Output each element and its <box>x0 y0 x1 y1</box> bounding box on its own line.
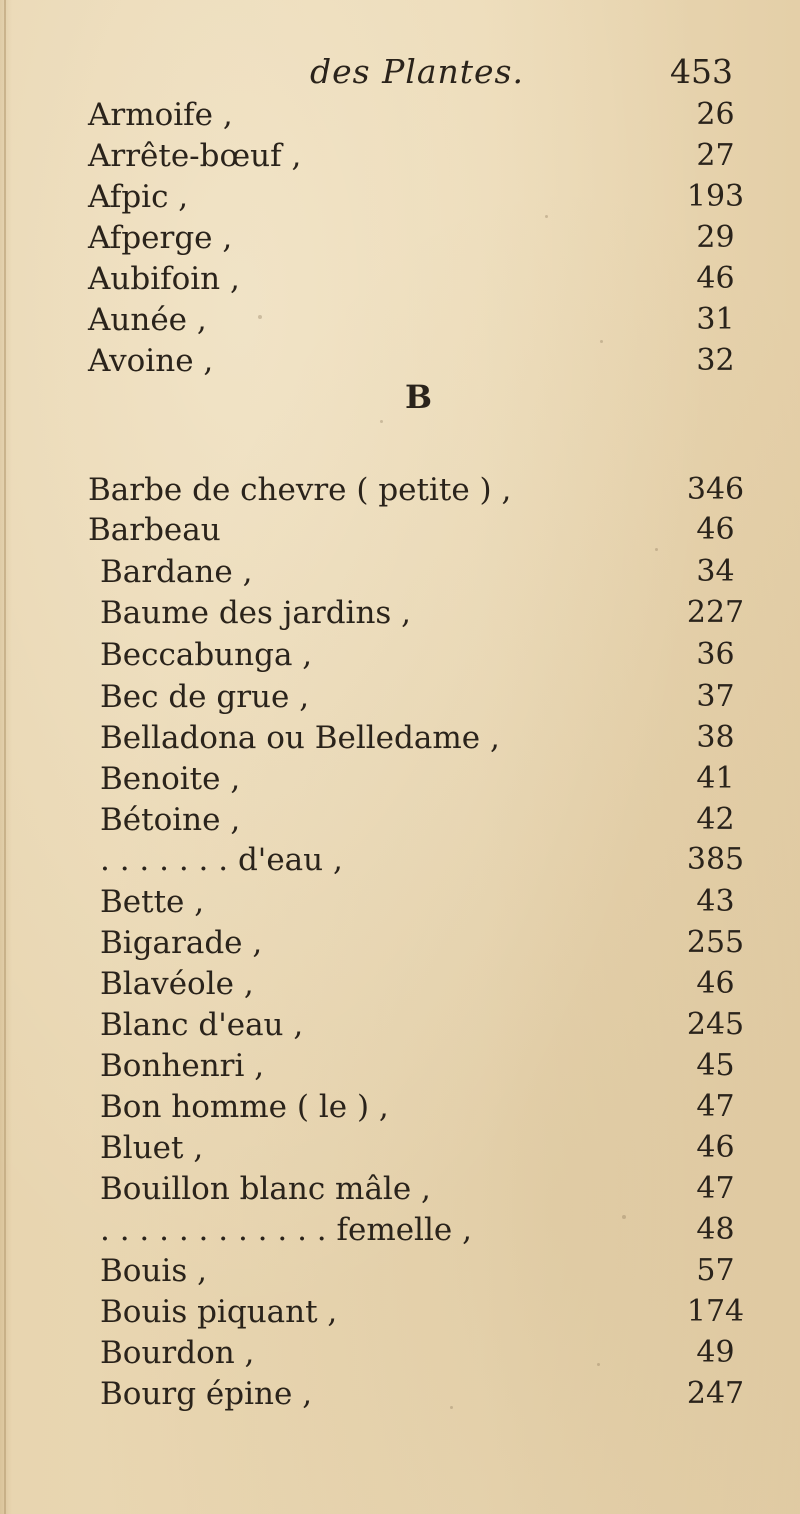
entry-page-ref: 31 <box>696 302 735 337</box>
entry-term: Bardane , <box>100 554 253 590</box>
entry-page-ref: 245 <box>686 1007 745 1042</box>
entry-term: Bourg épine , <box>100 1376 313 1412</box>
index-entry <box>0 470 800 510</box>
entry-page-ref: 34 <box>696 554 735 589</box>
index-entry <box>0 510 800 550</box>
index-entry <box>0 95 800 135</box>
entry-page-ref: 29 <box>696 220 735 255</box>
entry-term: Bigarade , <box>100 925 263 961</box>
entry-term: Baume des jardins , <box>100 595 412 631</box>
entry-term: Benoite , <box>100 761 241 797</box>
entry-page-ref: 46 <box>696 512 735 547</box>
index-entry <box>0 552 800 592</box>
entry-page-ref: 26 <box>696 97 735 132</box>
paper-speck <box>258 315 262 319</box>
index-entry <box>0 1251 800 1291</box>
entry-page-ref: 47 <box>696 1171 735 1206</box>
index-entry <box>0 635 800 675</box>
index-entry <box>0 718 800 758</box>
entry-term: Belladona ou Belledame , <box>100 720 500 756</box>
entry-page-ref: 46 <box>696 261 735 296</box>
index-entry <box>0 1292 800 1332</box>
index-entry <box>0 882 800 922</box>
index-entry <box>0 964 800 1004</box>
entry-term: Bétoine , <box>100 802 241 838</box>
index-entry <box>0 1333 800 1373</box>
paper-speck <box>545 215 548 218</box>
entry-term: Afperge , <box>88 220 233 256</box>
entry-page-ref: 174 <box>686 1294 745 1329</box>
entry-page-ref: 46 <box>696 966 735 1001</box>
entry-term: Barbeau <box>88 512 221 548</box>
entry-term: Bouis , <box>100 1253 207 1289</box>
entry-term: Bette , <box>100 884 205 920</box>
index-entry <box>0 136 800 176</box>
entry-page-ref: 47 <box>696 1089 735 1124</box>
entry-term: Blanc d'eau , <box>100 1007 304 1043</box>
section-letter-heading: B <box>405 378 433 416</box>
index-entry <box>0 677 800 717</box>
entry-term: Bouillon blanc mâle , <box>100 1171 431 1207</box>
entry-term: Bon homme ( le ) , <box>100 1089 389 1125</box>
index-entry <box>0 177 800 217</box>
index-entry <box>0 1210 800 1250</box>
entry-term: Armoife , <box>88 97 233 133</box>
entry-term: Blavéole , <box>100 966 254 1002</box>
entry-term: Bluet , <box>100 1130 204 1166</box>
entry-page-ref: 193 <box>686 179 745 214</box>
entry-term: Bec de grue , <box>100 679 310 715</box>
entry-page-ref: 247 <box>686 1376 745 1411</box>
entry-page-ref: 45 <box>696 1048 735 1083</box>
index-entry <box>0 593 800 633</box>
index-entry <box>0 300 800 340</box>
entry-term: Aunée , <box>88 302 207 338</box>
entry-term: . . . . . . . . . . . . femelle , <box>100 1212 472 1248</box>
entry-term: Avoine , <box>88 343 214 379</box>
index-entry <box>0 218 800 258</box>
entry-page-ref: 36 <box>696 637 735 672</box>
entry-term: Bourdon , <box>100 1335 255 1371</box>
entry-term: Beccabunga , <box>100 637 313 673</box>
index-entry <box>0 1374 800 1414</box>
index-entry <box>0 1046 800 1086</box>
entry-term: Bonhenri , <box>100 1048 265 1084</box>
index-entry <box>0 1087 800 1127</box>
page-number: 453 <box>670 52 733 91</box>
paper-speck <box>622 1215 626 1219</box>
entry-page-ref: 255 <box>686 925 745 960</box>
index-entry <box>0 800 800 840</box>
entry-page-ref: 41 <box>696 761 735 796</box>
entry-term: Aubifoin , <box>88 261 240 297</box>
entry-page-ref: 227 <box>686 595 745 630</box>
entry-page-ref: 49 <box>696 1335 735 1370</box>
paper-speck <box>380 420 383 423</box>
paper-speck <box>655 548 658 551</box>
entry-term: Barbe de chevre ( petite ) , <box>88 472 512 508</box>
entry-page-ref: 27 <box>696 138 735 173</box>
index-entry <box>0 341 800 381</box>
running-title: des Plantes. <box>310 52 524 91</box>
entry-page-ref: 385 <box>686 842 745 877</box>
index-entry <box>0 923 800 963</box>
entry-term: Arrête-bœuf , <box>88 138 302 174</box>
index-entry <box>0 1169 800 1209</box>
paper-speck <box>600 340 603 343</box>
index-entry <box>0 259 800 299</box>
paper-speck <box>450 1406 453 1409</box>
entry-term: Afpic , <box>88 179 189 215</box>
entry-term: Bouis piquant , <box>100 1294 338 1330</box>
index-entry <box>0 759 800 799</box>
entry-page-ref: 57 <box>696 1253 735 1288</box>
entry-term: . . . . . . . d'eau , <box>100 842 343 878</box>
entry-page-ref: 346 <box>686 472 745 507</box>
paper-speck <box>597 1363 600 1366</box>
entry-page-ref: 48 <box>696 1212 735 1247</box>
entry-page-ref: 37 <box>696 679 735 714</box>
index-entry <box>0 1128 800 1168</box>
entry-page-ref: 46 <box>696 1130 735 1165</box>
entry-page-ref: 43 <box>696 884 735 919</box>
entry-page-ref: 38 <box>696 720 735 755</box>
entry-page-ref: 32 <box>696 343 735 378</box>
entry-page-ref: 42 <box>696 802 735 837</box>
index-entry <box>0 840 800 880</box>
index-entry <box>0 1005 800 1045</box>
